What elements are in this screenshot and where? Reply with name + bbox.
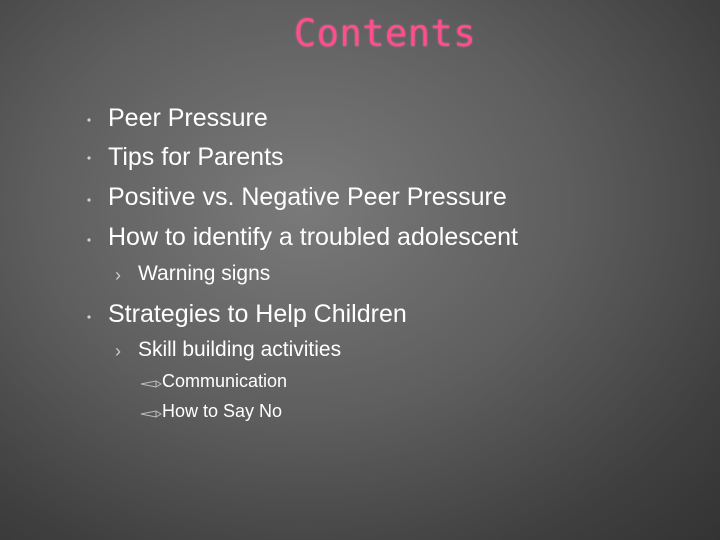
- chevron-right-icon: ›: [115, 341, 121, 361]
- list-item-label: Peer Pressure: [108, 104, 268, 132]
- dot-bullet-icon: [86, 155, 92, 161]
- list-item-label: Strategies to Help Children: [108, 300, 407, 328]
- list-item-label: How to Say No: [162, 401, 283, 421]
- slide-title: Contents: [293, 12, 477, 55]
- chevron-right-icon: ›: [115, 265, 121, 285]
- list-item-label: Tips for Parents: [108, 143, 284, 171]
- dot-bullet-icon: [86, 237, 92, 243]
- list-item-label: How to identify a troubled adolescent: [108, 223, 518, 251]
- list-item-label: Skill building activities: [138, 338, 342, 361]
- dot-bullet-icon: [86, 197, 92, 203]
- pen-bullet-icon: [140, 406, 162, 416]
- list-item-label: Communication: [162, 371, 288, 391]
- list-item-label: Positive vs. Negative Peer Pressure: [108, 183, 507, 211]
- list-item-label: Warning signs: [138, 262, 271, 285]
- dot-bullet-icon: [86, 314, 92, 320]
- pen-bullet-icon: [140, 376, 162, 386]
- dot-bullet-icon: [86, 117, 92, 123]
